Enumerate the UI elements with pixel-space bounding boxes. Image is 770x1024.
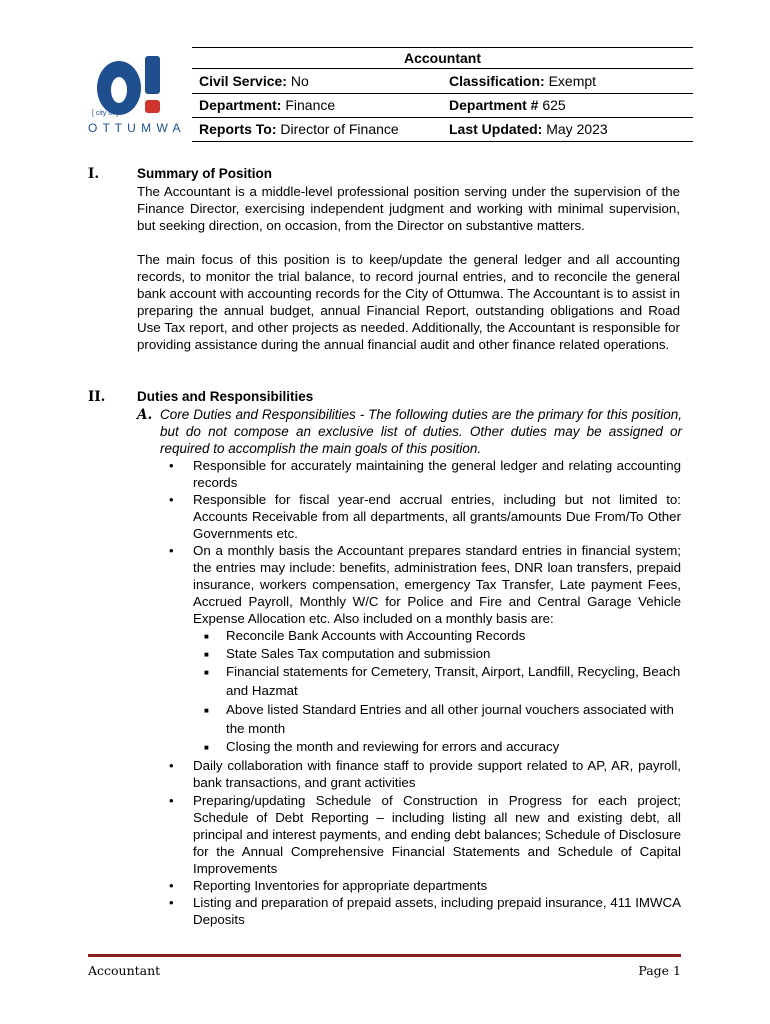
square-bullet-marker: ■ xyxy=(204,650,209,659)
duty-item-1: Responsible for accurately maintaining the general ledger and relating accounting records xyxy=(193,458,681,491)
header-row-rule-1 xyxy=(192,93,693,94)
section-2-number: II. xyxy=(88,389,106,405)
subsection-letter: A. xyxy=(137,407,153,423)
last-updated: Last Updated: May 2023 xyxy=(449,121,608,137)
bullet-marker: • xyxy=(169,793,174,808)
header-title-rule xyxy=(192,68,693,69)
monthly-item-5: Closing the month and reviewing for errors and accuracy xyxy=(226,739,560,754)
header-row-rule-2 xyxy=(192,117,693,118)
square-bullet-marker: ■ xyxy=(204,743,209,752)
duty-item-2: Responsible for fiscal year-end accrual entries, including but not limited to: Accounts Receivable from all departments, all grants/amounts Due From/To Other Governments etc. xyxy=(193,492,681,542)
duty-item-5: Preparing/updating Schedule of Construction in Progress for each project; Schedule of Debt Reporting – including listing all new and existing debt, all principal and interest payments, and ending debt balances; Schedule of Disclosure for the Annual Comprehensive Financial Statements and Schedule of Capital Improvements xyxy=(193,793,681,877)
civil-service: Civil Service: No xyxy=(199,73,309,89)
summary-paragraph-1: The Accountant is a middle-level professional position serving under the supervision of the Finance Director, exercising independent judgment and working with minimal supervision, but seeking direction, on occasion, from the Director on substantive matters. xyxy=(137,184,680,234)
bullet-marker: • xyxy=(169,543,174,558)
classification: Classification: Exempt xyxy=(449,73,597,89)
page-number: Page 1 xyxy=(638,963,681,978)
monthly-item-1: Reconcile Bank Accounts with Accounting Records xyxy=(226,628,526,643)
department: Department: Finance xyxy=(199,97,336,113)
section-2-title: Duties and Responsibilities xyxy=(137,389,314,404)
job-title: Accountant xyxy=(404,50,481,66)
subsection-a-heading xyxy=(137,406,683,457)
duty-item-7: Listing and preparation of prepaid assets, including prepaid insurance, 411 IMWCA Deposits xyxy=(193,895,681,928)
square-bullet-marker: ■ xyxy=(204,668,209,677)
bullet-marker: • xyxy=(169,895,174,910)
footer-rule xyxy=(88,954,681,957)
duty-item-3: On a monthly basis the Accountant prepares standard entries in financial system; the entries may include: benefits, administration fees, DNR loan transfers, prepaid insurance, workers compensation, emergency Tax Transfer, Late payment Fees, Accrued Payroll, Monthly W/C for Police and Fire and Central Garage Vehicle Expense Allocation etc. Also included on a monthly basis are: xyxy=(193,543,681,627)
header-top-rule xyxy=(192,47,693,48)
square-bullet-marker: ■ xyxy=(204,706,209,715)
bullet-marker: • xyxy=(169,458,174,473)
reports-to: Reports To: Director of Finance xyxy=(199,121,399,137)
section-1-number: I. xyxy=(88,166,100,182)
bullet-marker: • xyxy=(169,758,174,773)
square-bullet-marker: ■ xyxy=(204,632,209,641)
city-logo xyxy=(88,50,194,140)
logo-subtitle-bottom: O T T U M W A xyxy=(88,121,182,135)
duty-item-6: Reporting Inventories for appropriate departments xyxy=(193,878,488,893)
monthly-item-3: Financial statements for Cemetery, Transit, Airport, Landfill, Recycling, Beach and Hazmat xyxy=(226,664,681,698)
monthly-item-4: Above listed Standard Entries and all other journal vouchers associated with the month xyxy=(226,702,674,736)
monthly-item-2: State Sales Tax computation and submission xyxy=(226,646,491,661)
duty-item-4: Daily collaboration with finance staff to provide support related to AP, AR, payroll, bank transactions, and grant activities xyxy=(193,758,681,791)
bullet-marker: • xyxy=(169,492,174,507)
department-number: Department # 625 xyxy=(449,97,566,113)
bullet-marker: • xyxy=(169,878,174,893)
footer-title: Accountant xyxy=(88,963,161,978)
section-1-title: Summary of Position xyxy=(137,166,273,181)
logo-subtitle-top: [ city of ] xyxy=(92,110,119,117)
header-bottom-rule xyxy=(192,141,693,142)
subsection-a-text: Core Duties and Responsibilities - The following duties are the primary for this position, but do not compose an exclusive list of duties. Other duties may be assigned or required to accomplish the main goals of this position. xyxy=(160,407,682,457)
summary-paragraph-2: The main focus of this position is to keep/update the general ledger and all accounting records, to monitor the trial balance, to record journal entries, and to reconcile the general bank account with accounting records for the City of Ottumwa. The Accountant is to assist in preparing the annual budget, annual Financial Report, outstanding obligations and Road Use Tax report, and other projects as needed. Additionally, the Accountant is responsible for providing assistance during the annual financial audit and other finance related operations. xyxy=(137,252,680,353)
